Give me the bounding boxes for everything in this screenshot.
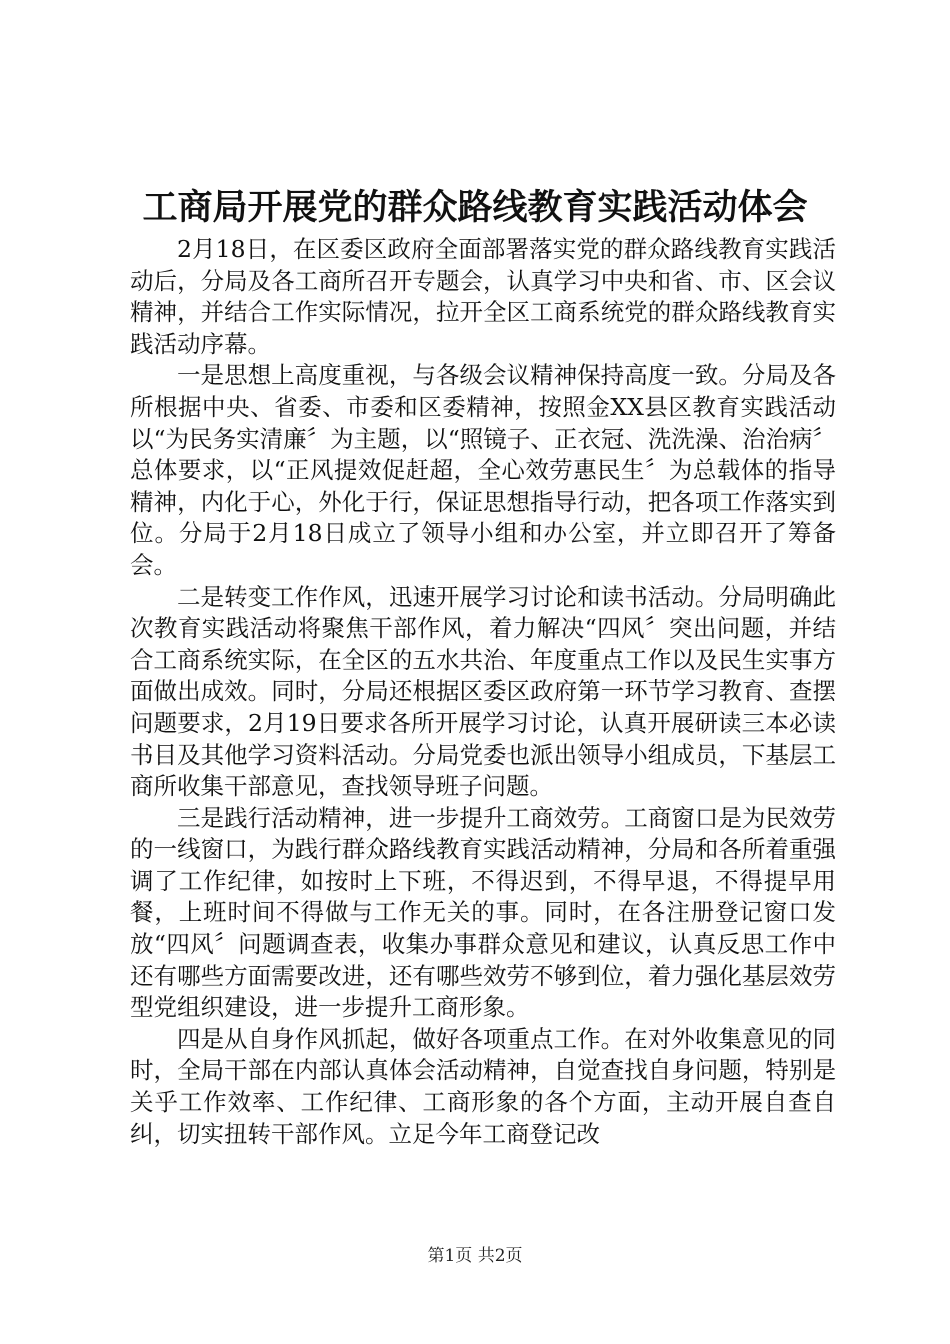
document-title: 工商局开展党的群众路线教育实践活动体会: [142, 187, 808, 228]
paragraph-point-1: 一是思想上高度重视，与各级会议精神保持高度一致。分局及各所根据中央、省委、市委和区委精神，按照金XX县区教育实践活动以“为民务实清廉〞为主题，以“照镜子、正衣冠、洗洗澡、治治病〞总体要求，以“正风提效促赶超，全心效劳惠民生〞为总载体的指导精神，内化于心，外化于行，保证思想指导行动，把各项工作落实到位。分局于2月18日成立了领导小组和办公室，并立即召开了筹备会。: [130, 361, 836, 579]
paragraph-point-4: 四是从自身作风抓起，做好各项重点工作。在对外收集意见的同时，全局干部在内部认真体会活动精神，自觉查找自身问题，特别是关乎工作效率、工作纪律、工商形象的各个方面，主动开展自查自纠，切实扭转干部作风。立足今年工商登记改: [130, 1024, 836, 1148]
paragraph-point-3: 三是践行活动精神，进一步提升工商效劳。工商窗口是为民效劳的一线窗口，为践行群众路线教育实践活动精神，分局和各所着重强调了工作纪律，如按时上下班，不得迟到，不得早退，不得提早用餐，上班时间不得做与工作无关的事。同时，在各注册登记窗口发放“四风〞问题调查表，收集办事群众意见和建议，认真反思工作中还有哪些方面需要改进，还有哪些效劳不够到位，着力强化基层效劳型党组织建设，进一步提升工商形象。: [130, 803, 836, 1022]
document-body: [130, 234, 836, 1150]
paragraph-intro: 2月18日，在区委区政府全面部署落实党的群众路线教育实践活动后，分局及各工商所召开专题会，认真学习中央和省、市、区会议精神，并结合工作实际情况，拉开全区工商系统党的群众路线教育实践活动序幕。: [130, 235, 836, 358]
page-number-footer: 第1页 共2页: [427, 1246, 523, 1266]
paragraph-point-2: 二是转变工作作风，迅速开展学习讨论和读书活动。分局明确此次教育实践活动将聚焦干部作风，着力解决“四风〞突出问题，并结合工商系统实际，在全区的五水共治、年度重点工作以及民生实事方面做出成效。同时，分局还根据区委区政府第一环节学习教育、查摆问题要求，2月19日要求各所开展学习讨论，认真开展研读三本必读书目及其他学习资料活动。分局党委也派出领导小组成员，下基层工商所收集干部意见，查找领导班子问题。: [130, 582, 836, 801]
